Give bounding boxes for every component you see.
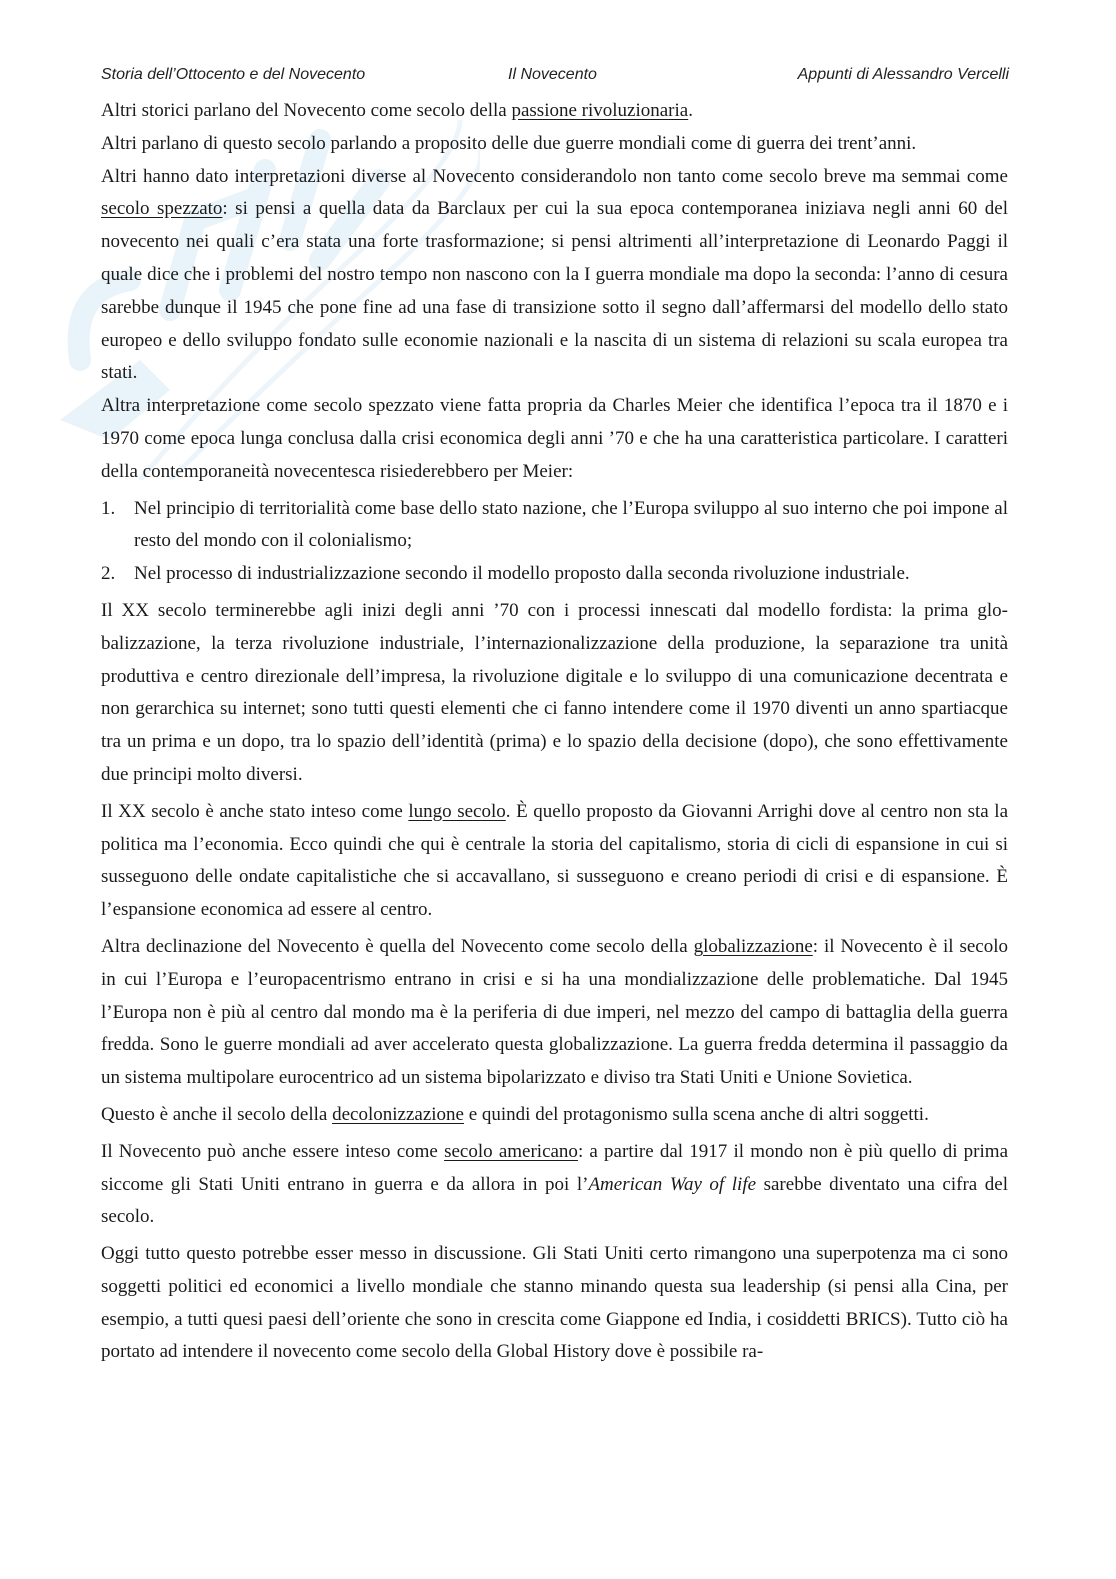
paragraph-2: Altri parlano di questo secolo parlando a proposito delle due guerre mondiali come di guerra dei trent’anni. <box>101 132 917 154</box>
term-globalizzazione: globalizzazione <box>693 935 813 957</box>
paragraph-6: Il XX secolo è anche stato inteso come lungo secolo. È quello proposto da Giovanni Arrighi dove al centro non sta la politica ma l’economia. Ecco quindi che qui è centrale la storia del capitalismo, storia di cicli di espansione in cui si susseguono delle ondate capitalistiche che si accavallano, si susseguono e creano periodi di crisi e di espansione. È l’espansione economica ad essere al centro. <box>101 800 1009 921</box>
header-author: Appunti di Alessandro Vercelli <box>797 66 1009 83</box>
paragraph-10: Oggi tutto questo potrebbe esser messo in discussione. Gli Stati Uniti certo rimangono una superpotenza ma ci sono soggetti politici ed economici a livello mondiale che stanno minando questa sua leadership (si pensi alla Cina, per esempio, a tutti quesi paesi dell’oriente che sono in crescita come Giappone ed India, i cosiddetti BRICS). Tutto ciò ha portato ad intendere il novecento come secolo della Global History dove è possibile ra- <box>101 1243 1008 1363</box>
paragraph-3: Altri hanno dato interpretazioni diverse al Novecento considerandolo non tanto come secolo breve ma semmai come secolo spezzato: si pensi a quella data da Barclaux per cui la sua epoca contemporanea iniziava negli anni 60 del novecento nei quali c’era stata una forte trasformazione; si pensi altrimenti all’interpretazione di Leonardo Paggi il quale dice che i problemi del nostro tempo non nascono con la I guerra mondiale ma dopo la seconda: l’anno di cesura sarebbe dunque il 1945 che pone fine ad una fase di transizione sotto il segno dall’affermarsi del modello dello stato europeo e dello sviluppo fondato sulle economie nazionali e la nascita di un sistema di relazioni su scala europea tra stati. <box>101 165 1008 384</box>
paragraph-8: Questo è anche il secolo della decolonizzazione e quindi del protagonismo sulla scena anche di altri soggetti. <box>101 1103 929 1125</box>
page-header <box>101 66 1009 88</box>
list-item: 2. Nel processo di industrializzazione secondo il modello proposto dalla seconda rivoluzione industriale. <box>101 563 910 585</box>
paragraph-1: Altri storici parlano del Novecento come secolo della passione rivoluzionaria. <box>101 100 693 121</box>
paragraph-5: Il XX secolo terminerebbe agli inizi degli anni ’70 con i processi innescati dal modello fordista: la prima globalizzazione, la terza rivoluzione industriale, l’internazionalizzazione della produzione, la separazione tra unità produttiva e centro direzionale dell’impresa, la rivoluzione digitale e lo sviluppo di una comunicazione decentrata e non gerarchica su internet; sono tutti questi elementi che ci fanno intendere come il 1970 diventi un anno spartiacque tra un prima e un dopo, tra lo spazio dell’identità (prima) e lo spazio della decisione (dopo), che sono effettivamente due principi molto diversi. <box>101 599 1008 785</box>
paragraph-4: Altra interpretazione come secolo spezzato viene fatta propria da Charles Meier che identifica l’epoca tra il 1870 e i 1970 come epoca lunga conclusa dalla crisi economica degli anni ’70 e che ha una caratteristica particolare. I caratteri della contemporaneità novecentesca risiederebbero per Meier: <box>101 395 1008 482</box>
document-body <box>101 95 1008 1373</box>
term-decolonizzazione: decolonizzazione <box>332 1103 464 1125</box>
paragraph-9: Il Novecento può anche essere inteso come secolo americano: a partire dal 1917 il mondo non è più quello di prima siccome gli Stati Uniti entrano in guerra e da allora in poi l’American Way of life sarebbe diventato una cifra del secolo. <box>101 1140 1009 1228</box>
header-chapter-title: Il Novecento <box>508 66 597 83</box>
meier-list <box>101 493 1008 591</box>
list-item: 1. Nel principio di territorialità come base dello stato nazione, che l’Europa sviluppo al suo interno che poi impone al resto del mondo con il colonialismo; <box>101 497 1008 552</box>
term-secolo-americano: secolo americano <box>444 1140 578 1162</box>
term-lungo-secolo: lungo secolo <box>408 800 506 822</box>
header-course-title: Storia dell’Ottocento e del Novecento <box>101 66 366 83</box>
paragraph-7: Altra declinazione del Novecento è quella del Novecento come secolo della globalizzazione: il Novecento è il secolo in cui l’Europa e l’europacentrismo entrano in crisi e si ha una mondializzazione delle problematiche. Dal 1945 l’Europa non è più al centro dal mondo ma è la periferia di due imperi, nel mezzo del campo di battaglia della guerra fredda. Sono le guerre mondiali ad aver accelerato questa globalizzazione. La guerra fredda determina il passaggio da un sistema multipolare eurocentrico ad un sistema bipolarizzato e diviso tra Stati Uniti e Unione Sovietica. <box>101 935 1009 1089</box>
term-secolo-spezzato: secolo spezzato <box>101 198 223 220</box>
term-american-way-of-life: American Way of life <box>588 1173 757 1195</box>
term-passione-rivoluzionaria: passione rivoluzionaria <box>511 100 689 121</box>
